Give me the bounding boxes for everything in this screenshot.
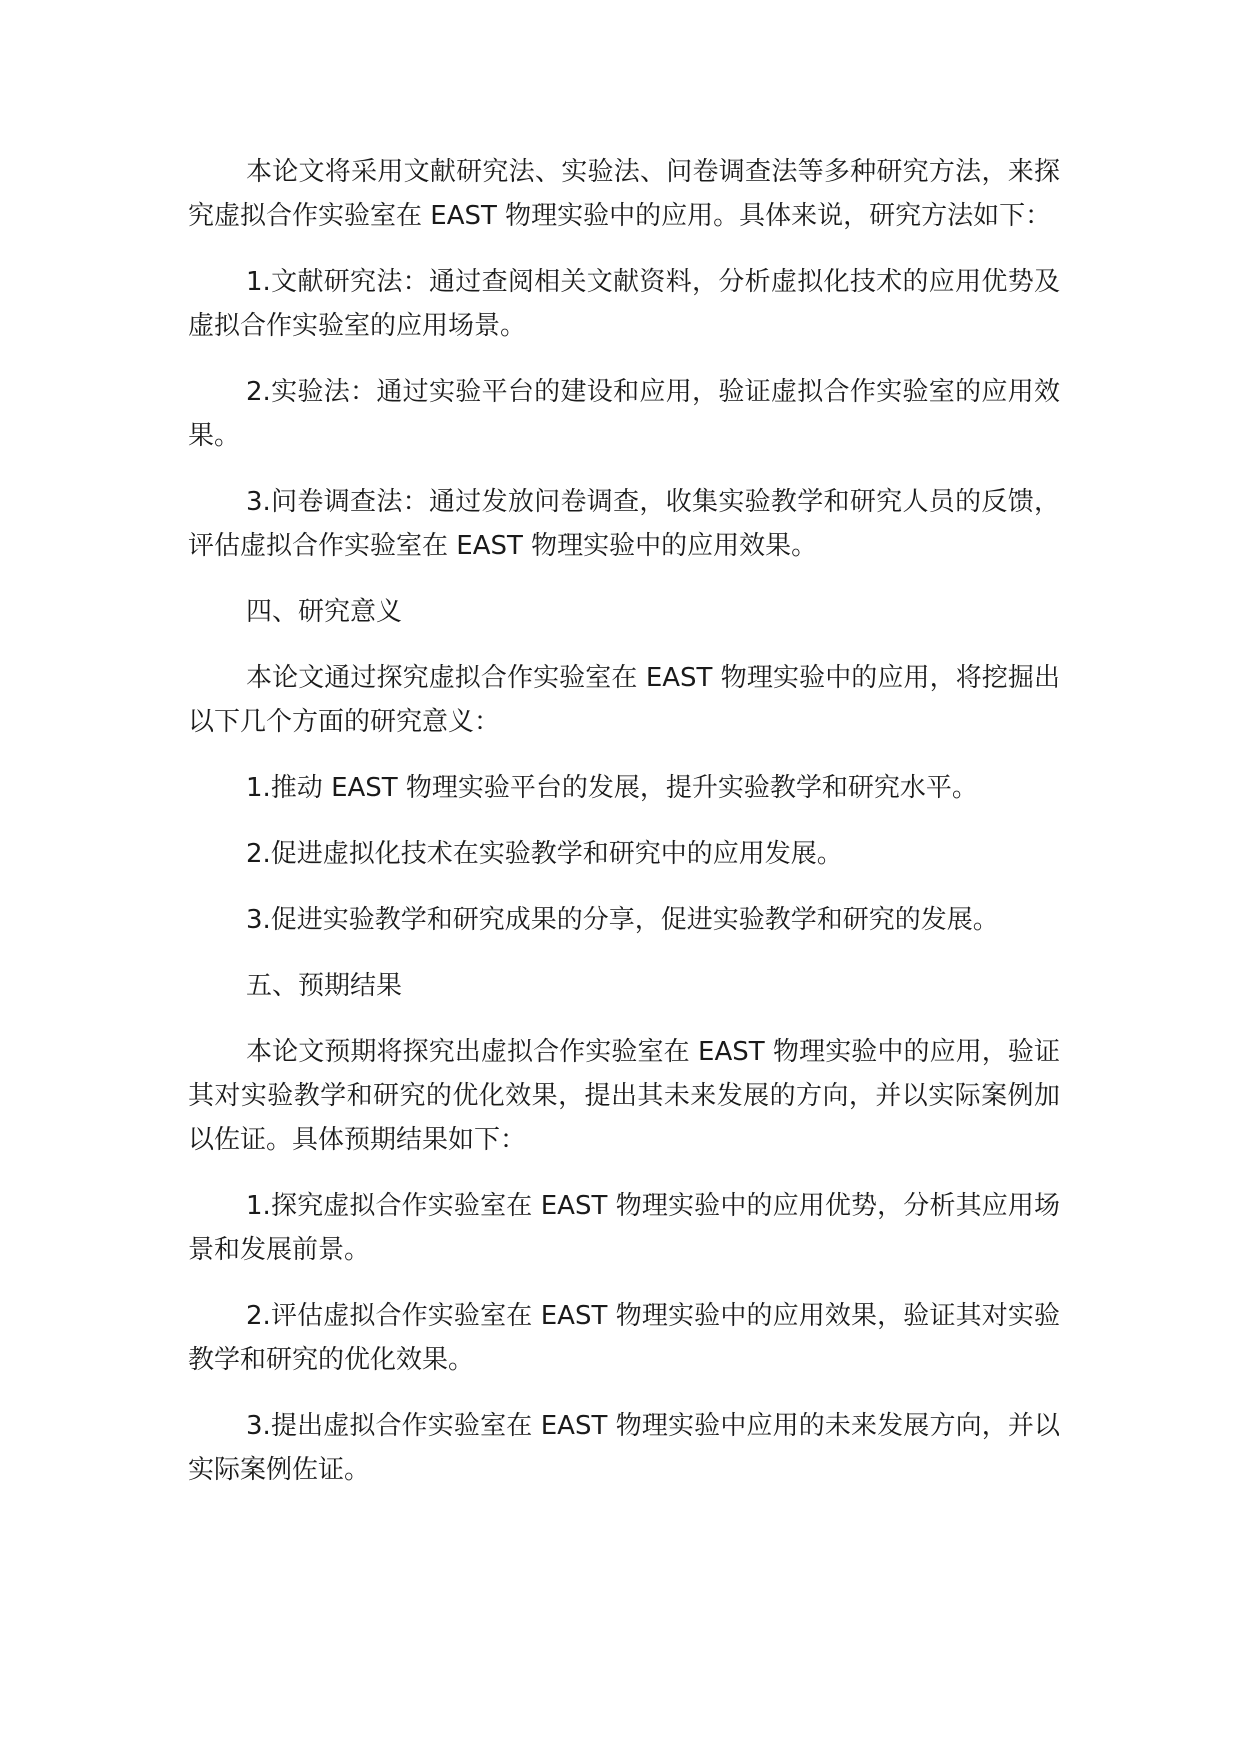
section-heading-expected-results: 五、预期结果 [246, 971, 403, 1001]
paragraph-result-1: 1.探究虚拟合作实验室在 EAST 物理实验中的应用优势，分析其应用场景和发展前景。 [188, 1191, 1060, 1265]
paragraph-method-experiment: 2.实验法：通过实验平台的建设和应用，验证虚拟合作实验室的应用效果。 [188, 377, 1060, 451]
paragraph-methods-intro: 本论文将采用文献研究法、实验法、问卷调查法等多种研究方法，来探究虚拟合作实验室在 EAST 物理实验中的应用。具体来说，研究方法如下： [188, 157, 1060, 231]
paragraph-significance-3: 3.促进实验教学和研究成果的分享，促进实验教学和研究的发展。 [246, 905, 999, 935]
paragraph-results-intro: 本论文预期将探究出虚拟合作实验室在 EAST 物理实验中的应用，验证其对实验教学和研究的优化效果，提出其未来发展的方向，并以实际案例加以佐证。具体预期结果如下： [188, 1037, 1060, 1155]
paragraph-method-questionnaire: 3.问卷调查法：通过发放问卷调查，收集实验教学和研究人员的反馈，评估虚拟合作实验室在 EAST 物理实验中的应用效果。 [188, 487, 1060, 561]
paragraph-significance-1: 1.推动 EAST 物理实验平台的发展，提升实验教学和研究水平。 [246, 773, 978, 803]
document-body [188, 150, 1060, 1514]
paragraph-method-literature: 1.文献研究法：通过查阅相关文献资料，分析虚拟化技术的应用优势及虚拟合作实验室的应用场景。 [188, 267, 1060, 341]
paragraph-result-3: 3.提出虚拟合作实验室在 EAST 物理实验中应用的未来发展方向，并以实际案例佐证。 [188, 1411, 1060, 1485]
section-heading-significance: 四、研究意义 [246, 597, 403, 627]
paragraph-result-2: 2.评估虚拟合作实验室在 EAST 物理实验中的应用效果，验证其对实验教学和研究的优化效果。 [188, 1301, 1060, 1375]
paragraph-significance-intro: 本论文通过探究虚拟合作实验室在 EAST 物理实验中的应用，将挖掘出以下几个方面的研究意义： [188, 663, 1060, 737]
paragraph-significance-2: 2.促进虚拟化技术在实验教学和研究中的应用发展。 [246, 839, 843, 869]
